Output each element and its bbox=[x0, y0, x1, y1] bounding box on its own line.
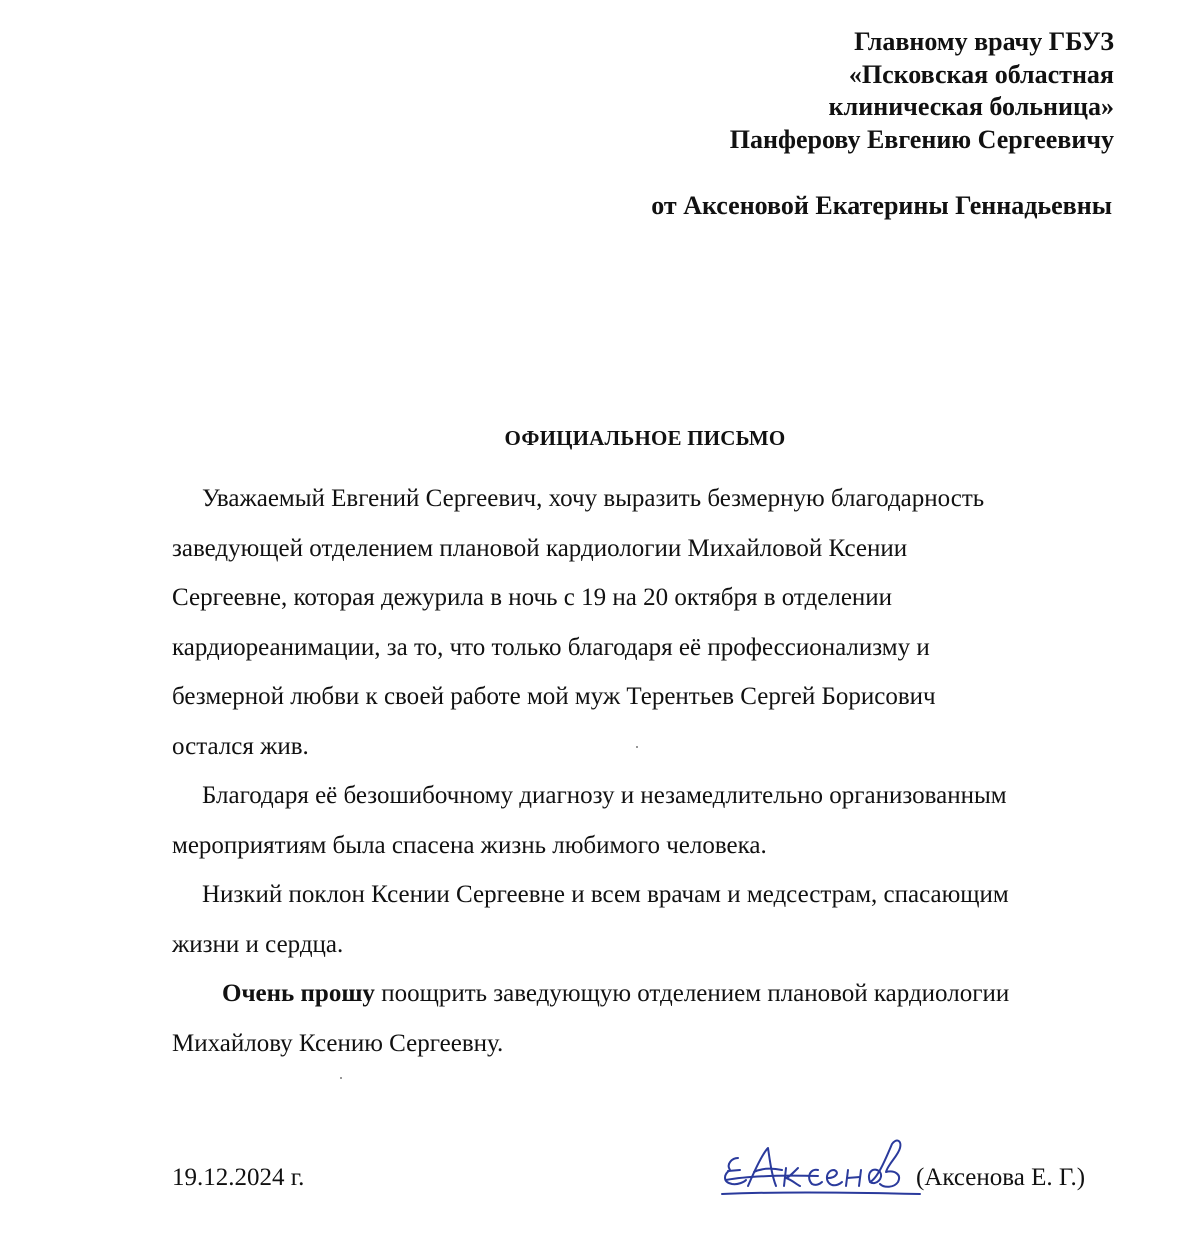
paragraph-3-line-1: Низкий поклон Ксении Сергеевне и всем врачам и медсестрам, спасающим bbox=[202, 881, 1009, 908]
signature-strokes bbox=[722, 1141, 920, 1194]
addressee-line-3: клиническая больница» bbox=[828, 92, 1114, 121]
letter-body bbox=[172, 474, 1117, 1068]
paragraph-1-line-2: заведующей отделением плановой кардиологии Михайловой Ксении bbox=[172, 534, 908, 562]
paragraph-1-line-1: Уважаемый Евгений Сергеевич, хочу выразить безмерную благодарность bbox=[202, 485, 985, 512]
paragraph-1-line-6: остался жив. bbox=[172, 732, 309, 760]
handwritten-signature bbox=[708, 1128, 948, 1208]
letter-date: 19.12.2024 г. bbox=[172, 1164, 305, 1191]
addressee-line-2: «Псковская областная bbox=[848, 59, 1114, 89]
paragraph-1-line-5: безмерной любви к своей работе мой муж Терентьев Сергей Борисович bbox=[172, 683, 936, 710]
addressee-line-4: Панферову Евгению Сергеевичу bbox=[729, 124, 1114, 154]
paragraph-1-line-4: кардиореанимации, за то, что только благодаря её профессионализму и bbox=[172, 633, 930, 661]
paragraph-2-line-2: мероприятиям была спасена жизнь любимого человека. bbox=[172, 831, 767, 859]
addressee-block bbox=[730, 26, 1114, 156]
paragraph-4 bbox=[172, 969, 1117, 1068]
printed-signature-name: (Аксенова Е. Г.) bbox=[916, 1164, 1086, 1191]
scan-speck bbox=[340, 1077, 342, 1079]
paragraph-4-line-1 bbox=[172, 969, 1117, 1019]
paragraph-1 bbox=[172, 474, 1117, 771]
paragraph-4-line-1-rest: поощрить заведующую отделением плановой кардиологии bbox=[374, 980, 1010, 1007]
paragraph-4-line-2: Михайлову Ксению Сергеевну. bbox=[172, 1029, 504, 1057]
paragraph-1-line-3: Сергеевне, которая дежурила в ночь с 19 на 20 октября в отделении bbox=[172, 584, 893, 611]
signature-block bbox=[708, 1128, 1128, 1208]
emphasis-text: Очень прошу bbox=[222, 980, 375, 1007]
paragraph-3 bbox=[172, 870, 1117, 969]
addressee-line-1: Главному врачу ГБУЗ bbox=[854, 27, 1114, 56]
paragraph-3-line-2: жизни и сердца. bbox=[172, 930, 344, 958]
sender-line: от Аксеновой Екатерины Геннадьевны bbox=[651, 191, 1112, 220]
letter-title: ОФИЦИАЛЬНОЕ ПИСЬМО bbox=[504, 426, 786, 450]
paragraph-2-line-1: Благодаря её безошибочному диагнозу и незамедлительно организованным bbox=[202, 782, 1007, 809]
scan-speck bbox=[636, 746, 638, 748]
paragraph-2 bbox=[172, 771, 1117, 870]
